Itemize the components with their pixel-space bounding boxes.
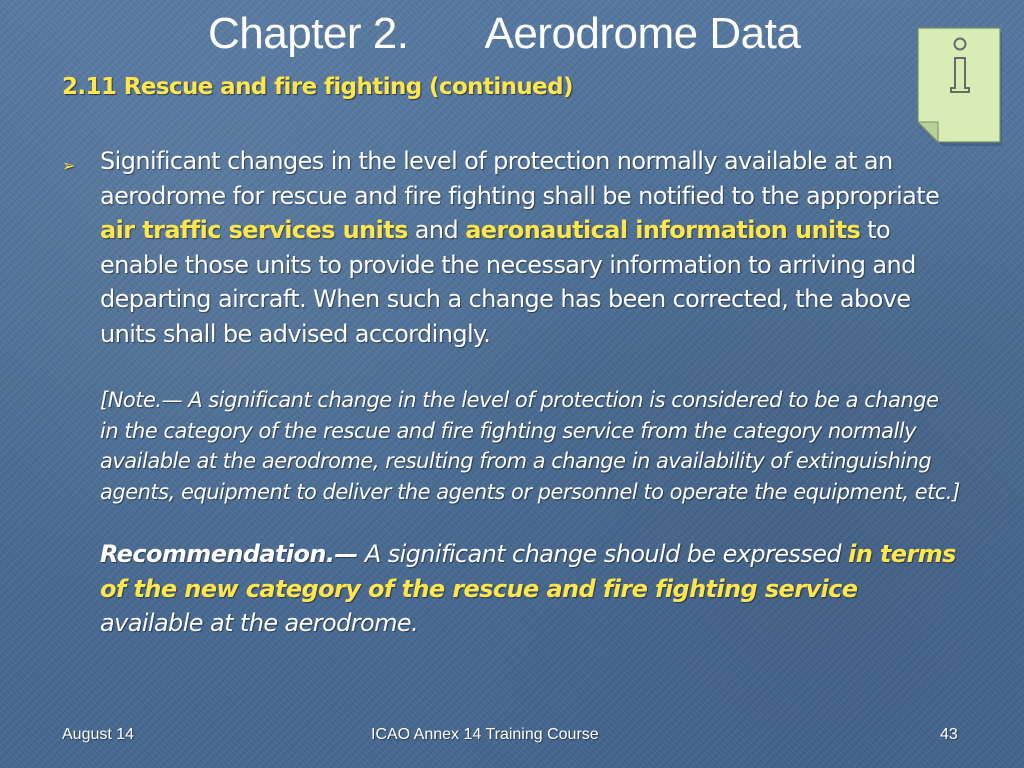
info-note-graphic	[916, 26, 1004, 148]
paragraph-text: and	[407, 216, 466, 244]
recommendation-paragraph	[62, 537, 960, 641]
footer-date: August 14	[62, 726, 135, 743]
slide-title	[170, 6, 870, 62]
bullet-paragraph	[62, 144, 962, 351]
highlight-ais-units: aeronautical information units	[465, 216, 861, 244]
highlight-atc-units: air traffic services units	[100, 216, 408, 244]
recommendation-highlight: in terms of the new category of the rescue and fire fighting service	[100, 540, 956, 603]
paragraph-text: Significant changes in the level of protection normally available at an aerodrome for rescue and fire fighting shall be notified to the appropriate	[100, 147, 940, 210]
chapter-title: Aerodrome Data	[484, 9, 801, 58]
recommendation-label: Recommendation.—	[100, 540, 358, 568]
info-note-icon	[916, 26, 1004, 148]
paragraph-text: to enable those units to provide the necessary information to arriving and departing aircraft. When such a change has been corrected, the above units shall be advised accordingly.	[100, 216, 916, 348]
recommendation-text: A significant change should be expressed	[357, 540, 849, 568]
recommendation-text: available at the aerodrome.	[100, 609, 419, 637]
note-paragraph: [Note.— A significant change in the level of protection is considered to be a change in the category of the rescue and fire fighting service from the category normally available at the aerodrome, resulting from a change in availability of extinguishing agents, equipment to deliver the agents or personnel to operate the equipment, etc.]	[100, 388, 960, 504]
footer-course: ICAO Annex 14 Training Course	[371, 726, 599, 743]
bullet-arrow-icon: ➢	[62, 156, 75, 175]
chapter-label: Chapter 2.	[208, 9, 409, 58]
section-heading: 2.11 Rescue and fire fighting (continued)	[62, 74, 573, 100]
footer-page-number: 43	[940, 726, 958, 743]
slide-content	[62, 144, 962, 641]
